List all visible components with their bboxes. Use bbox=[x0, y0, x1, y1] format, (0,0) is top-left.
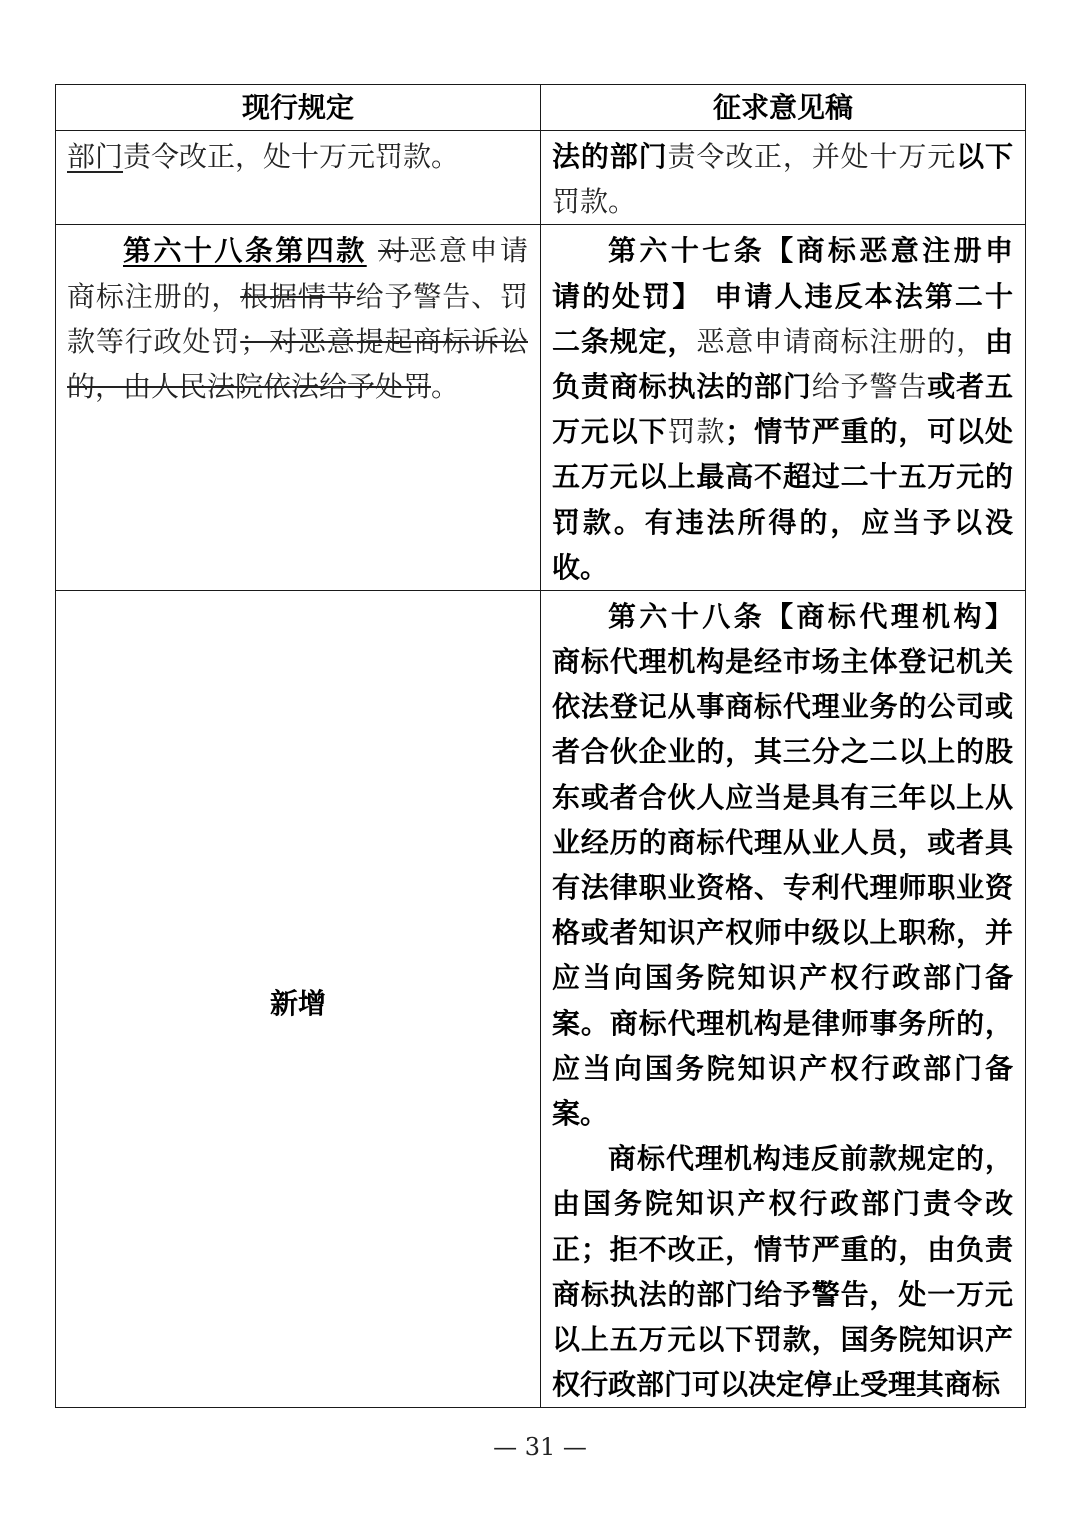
text-segment: 罚款。 bbox=[552, 185, 637, 219]
text-segment: 二条规定， bbox=[552, 324, 697, 358]
text-segment: 第六十八条【商标代理机构】 bbox=[608, 599, 1013, 633]
text-line bbox=[552, 409, 1013, 454]
text-segment: 或者五 bbox=[927, 369, 1013, 403]
cell-text bbox=[67, 228, 528, 409]
text-line bbox=[552, 228, 1013, 273]
text-segment: 第六十七条【商标恶意注册申 bbox=[608, 234, 1013, 268]
text-line bbox=[552, 1181, 1013, 1226]
text-line bbox=[552, 684, 1013, 729]
text-line bbox=[552, 1317, 1013, 1362]
text-segment: 由国务院知识产权行政部门责令改 bbox=[552, 1187, 1013, 1221]
table-row bbox=[56, 225, 1026, 591]
text-segment: 者合伙企业的，其三分之二以上的股 bbox=[552, 735, 1013, 769]
text-line bbox=[552, 594, 1013, 639]
draft-provision-cell bbox=[541, 225, 1026, 591]
text-segment: 万元以下 bbox=[552, 415, 668, 449]
text-segment: 五万元以上最高不超过二十五万元的 bbox=[552, 460, 1013, 494]
text-segment: 商标代理机构是经市场主体登记机关 bbox=[552, 645, 1013, 679]
text-segment: 商标代理机构违反前款规定的， bbox=[608, 1142, 1013, 1176]
text-segment: 对 bbox=[378, 234, 409, 268]
draft-provision-cell bbox=[541, 131, 1026, 225]
text-segment: 第六十八条第四款 bbox=[123, 234, 367, 268]
text-segment: 部门 bbox=[67, 140, 124, 173]
text-segment: 责令改正，处十万元罚款。 bbox=[123, 140, 460, 173]
new-addition-label: 新增 bbox=[269, 987, 326, 1021]
text-segment: ；情节严重的，可以处 bbox=[725, 415, 1013, 449]
text-segment: 以下 bbox=[956, 140, 1013, 173]
text-segment: 责令改正，并处十万元 bbox=[667, 140, 957, 173]
text-segment: 依法登记从事商标代理业务的公司或 bbox=[552, 690, 1013, 724]
text-segment: 商标执法的部门给予警告，处一万元 bbox=[552, 1277, 1013, 1311]
text-line bbox=[552, 274, 1013, 319]
text-line bbox=[552, 865, 1013, 910]
text-line bbox=[552, 910, 1013, 955]
text-line bbox=[552, 1136, 1013, 1181]
text-line bbox=[552, 1091, 1013, 1136]
text-segment: 由 bbox=[984, 324, 1013, 358]
current-provision-cell bbox=[56, 131, 541, 225]
text-segment: 给予警告 bbox=[811, 369, 928, 403]
text-line bbox=[552, 454, 1013, 499]
text-segment: 款等行政处罚 bbox=[67, 324, 241, 358]
text-segment: 权行政部门可以决定停止受理其商标 bbox=[552, 1368, 1001, 1402]
text-segment: 案。 bbox=[552, 1096, 609, 1130]
text-line bbox=[552, 545, 1013, 590]
text-segment: 商标注册的， bbox=[67, 279, 241, 313]
text-line bbox=[67, 134, 528, 179]
text-segment: 恶意申请 bbox=[408, 234, 528, 268]
text-segment: 根据情节 bbox=[240, 279, 356, 313]
text-line bbox=[552, 820, 1013, 865]
text-line bbox=[67, 228, 528, 273]
text-line bbox=[552, 179, 1013, 224]
text-segment: 案。商标代理机构是律师事务所的， bbox=[552, 1006, 1013, 1040]
text-segment: ；对恶意提起商标诉讼 bbox=[240, 324, 528, 358]
text-segment: 收。 bbox=[552, 550, 609, 584]
text-segment: 东或者合伙人应当是具有三年以上从 bbox=[552, 780, 1013, 814]
table-header-row bbox=[56, 85, 1026, 131]
text-segment: 应当向国务院知识产权行政部门备 bbox=[552, 961, 1013, 995]
text-line bbox=[67, 319, 528, 364]
text-line bbox=[552, 775, 1013, 820]
text-segment bbox=[367, 234, 378, 267]
text-line bbox=[552, 134, 1013, 179]
cell-text bbox=[67, 134, 528, 179]
text-segment: 正；拒不改正，情节严重的，由负责 bbox=[552, 1232, 1013, 1266]
text-segment: 应当向国务院知识产权行政部门备 bbox=[552, 1051, 1013, 1085]
text-segment: 罚款 bbox=[667, 415, 726, 449]
table-row bbox=[56, 131, 1026, 225]
text-line bbox=[552, 500, 1013, 545]
text-segment: 负责商标执法的部门 bbox=[552, 369, 812, 403]
text-line bbox=[552, 1227, 1013, 1272]
text-line bbox=[552, 729, 1013, 774]
text-segment: 给予警告、罚 bbox=[355, 279, 528, 313]
text-segment: 法的部门 bbox=[552, 140, 668, 173]
cell-text bbox=[552, 228, 1013, 590]
current-provision-cell bbox=[56, 225, 541, 591]
text-segment: 格或者知识产权师中级以上职称，并 bbox=[552, 916, 1013, 950]
text-line bbox=[552, 639, 1013, 684]
text-line bbox=[552, 955, 1013, 1000]
comparison-table bbox=[55, 84, 1026, 1408]
cell-text bbox=[552, 594, 1013, 1407]
text-segment: 罚款。有违法所得的，应当予以没 bbox=[552, 505, 1013, 539]
text-segment: 恶意申请商标注册的， bbox=[696, 324, 985, 358]
text-segment: 业经历的商标代理从业人员，或者具 bbox=[552, 825, 1013, 859]
text-line bbox=[67, 364, 528, 409]
table-row bbox=[56, 590, 1026, 1407]
text-line bbox=[552, 1362, 1013, 1407]
text-line bbox=[552, 319, 1013, 364]
text-segment: 有法律职业资格、专利代理师职业资 bbox=[552, 871, 1013, 904]
text-line bbox=[552, 1272, 1013, 1317]
cell-text bbox=[552, 134, 1013, 224]
text-line bbox=[67, 274, 528, 319]
text-segment: 的，由人民法院依法给予处罚 bbox=[67, 369, 432, 403]
header-current-provisions: 现行规定 bbox=[56, 85, 541, 131]
header-draft-for-comments: 征求意见稿 bbox=[541, 85, 1026, 131]
text-segment: 请的处罚】 申请人违反本法第二十 bbox=[552, 279, 1013, 313]
text-line bbox=[552, 1046, 1013, 1091]
text-line bbox=[552, 364, 1013, 409]
page-number: — 31 — bbox=[493, 1433, 587, 1461]
text-segment: 以上五万元以下罚款，国务院知识产 bbox=[552, 1322, 1013, 1356]
current-provision-cell bbox=[56, 590, 541, 1407]
text-segment: 。 bbox=[431, 369, 460, 403]
draft-provision-cell bbox=[541, 590, 1026, 1407]
text-line bbox=[552, 1001, 1013, 1046]
